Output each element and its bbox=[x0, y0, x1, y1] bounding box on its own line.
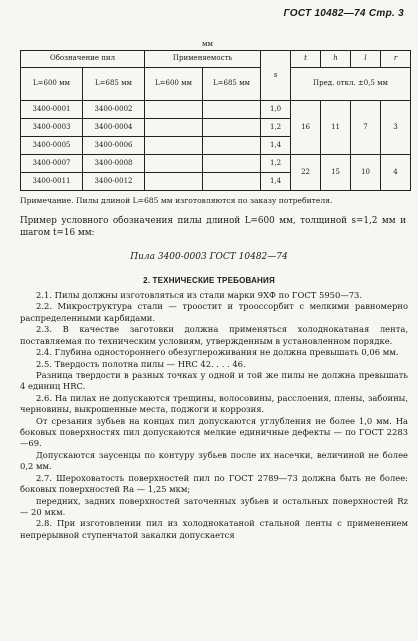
cell-designation-600: 3400-0003 bbox=[21, 119, 83, 137]
cell-t: 16 bbox=[291, 101, 321, 155]
cell-h: 11 bbox=[321, 101, 351, 155]
applicability-l685: L=685 мм bbox=[203, 68, 261, 101]
subheader-l685: L=685 мм bbox=[83, 68, 145, 101]
paragraph-2-5: 2.5. Твердость полотна пилы — HRC 42. . . . 46. bbox=[36, 358, 246, 369]
cell-applicability bbox=[145, 101, 203, 119]
cell-designation-685: 3400-0002 bbox=[83, 101, 145, 119]
cell-applicability bbox=[203, 173, 261, 191]
cell-l: 10 bbox=[351, 155, 381, 191]
applicability-l600: L=600 мм bbox=[145, 68, 203, 101]
header-s: s bbox=[261, 51, 291, 101]
paragraph-2-6: 2.6. На пилах не допускаются трещины, волосовины, расслоения, плены, забоины, черновины, выкрошенные места, поджоги и коррозия. bbox=[20, 392, 408, 415]
section-title: 2. ТЕХНИЧЕСКИЕ ТРЕБОВАНИЯ bbox=[143, 276, 275, 285]
paragraph-2-8: 2.8. При изготовлении пил из холоднокатаной стальной ленты с применением непрерывной ступенчатой закалки допускается bbox=[20, 518, 408, 540]
paragraph-2-6-cont: От срезания зубьев на концах пил допускаются углубления не более 1,0 мм. На боковых поверхностях пил допускаются мелкие единичные дефекты — по ГОСТ 2283—69. bbox=[20, 415, 408, 449]
cell-r: 3 bbox=[381, 101, 411, 155]
cell-designation-685: 3400-0004 bbox=[83, 119, 145, 137]
cell-t: 22 bbox=[291, 155, 321, 191]
table-row bbox=[21, 101, 411, 119]
cell-s: 1,2 bbox=[261, 155, 291, 173]
cell-s: 1,4 bbox=[261, 137, 291, 155]
cell-applicability bbox=[203, 155, 261, 173]
paragraph-2-7: 2.7. Шероховатость поверхностей пил по ГОСТ 2789—73 должна быть не более: боковых поверхностей Ra — 1,25 мкм; bbox=[20, 472, 408, 495]
cell-designation-600: 3400-0001 bbox=[21, 101, 83, 119]
header-h: h bbox=[321, 51, 351, 68]
cell-applicability bbox=[145, 119, 203, 137]
cell-designation-685: 3400-0008 bbox=[83, 155, 145, 173]
header-r: r bbox=[381, 51, 411, 68]
cell-s: 1,0 bbox=[261, 101, 291, 119]
cell-h: 15 bbox=[321, 155, 351, 191]
paragraph-2-4: 2.4. Глубина одностороннего обезуглероживания не должна превышать 0,06 мм. bbox=[36, 347, 399, 358]
cell-l: 7 bbox=[351, 101, 381, 155]
cell-designation-600: 3400-0011 bbox=[21, 173, 83, 191]
paragraph-2-1: 2.1. Пилы должны изготовляться из стали марки 9ХФ по ГОСТ 5950—73. bbox=[36, 290, 363, 300]
cell-applicability bbox=[203, 137, 261, 155]
header-designation: Обозначение пил bbox=[21, 51, 145, 68]
header-l: l bbox=[351, 51, 381, 68]
dimensions-table bbox=[20, 50, 411, 191]
paragraph-2-2: 2.2. Микроструктура стали — троостит и трооссорбит с мелкими равномерно распределенными карбидами. bbox=[20, 301, 408, 323]
cell-applicability bbox=[203, 101, 261, 119]
page-header: ГОСТ 10482—74 Стр. 3 bbox=[283, 8, 404, 19]
technical-requirements bbox=[20, 290, 408, 541]
designation-example: Пример условного обозначения пилы длиной L=600 мм, толщиной s=1,2 мм и шагом t=16 мм: bbox=[20, 216, 406, 238]
cell-applicability bbox=[145, 155, 203, 173]
cell-designation-685: 3400-0012 bbox=[83, 173, 145, 191]
paragraph-2-6-burrs: Допускаются заусенцы по контуру зубьев после их насечки, величиной не более 0,2 мм. bbox=[20, 449, 408, 472]
table-row bbox=[21, 155, 411, 173]
subheader-l600: L=600 мм bbox=[21, 68, 83, 101]
cell-designation-600: 3400-0005 bbox=[21, 137, 83, 155]
cell-applicability bbox=[145, 137, 203, 155]
cell-designation-685: 3400-0006 bbox=[83, 137, 145, 155]
paragraph-2-7-cont: передних, задних поверхностей заточенных зубьев и остальных поверхностей Rz — 20 мкм. bbox=[20, 495, 408, 518]
table-note: Примечание. Пилы длиной L=685 мм изготовляются по заказу потребителя. bbox=[20, 196, 333, 205]
cell-applicability bbox=[203, 119, 261, 137]
cell-s: 1,2 bbox=[261, 119, 291, 137]
cell-r: 4 bbox=[381, 155, 411, 191]
cell-s: 1,4 bbox=[261, 173, 291, 191]
cell-designation-600: 3400-0007 bbox=[21, 155, 83, 173]
paragraph-2-3: 2.3. В качестве заготовки должна применяться холоднокатаная лента, поставляемая по техническим условиям, утвержденным в установленном порядке. bbox=[20, 324, 408, 346]
unit-label: мм bbox=[202, 40, 213, 48]
cell-applicability bbox=[145, 173, 203, 191]
header-t: t bbox=[291, 51, 321, 68]
header-applicability: Применяемость bbox=[145, 51, 261, 68]
paragraph-2-5-cont: Разница твердости в разных точках у одной и той же пилы не должна превышать 4 единиц HRC. bbox=[20, 369, 408, 392]
designation-code: Пила 3400-0003 ГОСТ 10482—74 bbox=[130, 252, 288, 262]
tolerance-cell: Пред. откл. ±0,5 мм bbox=[291, 68, 411, 101]
